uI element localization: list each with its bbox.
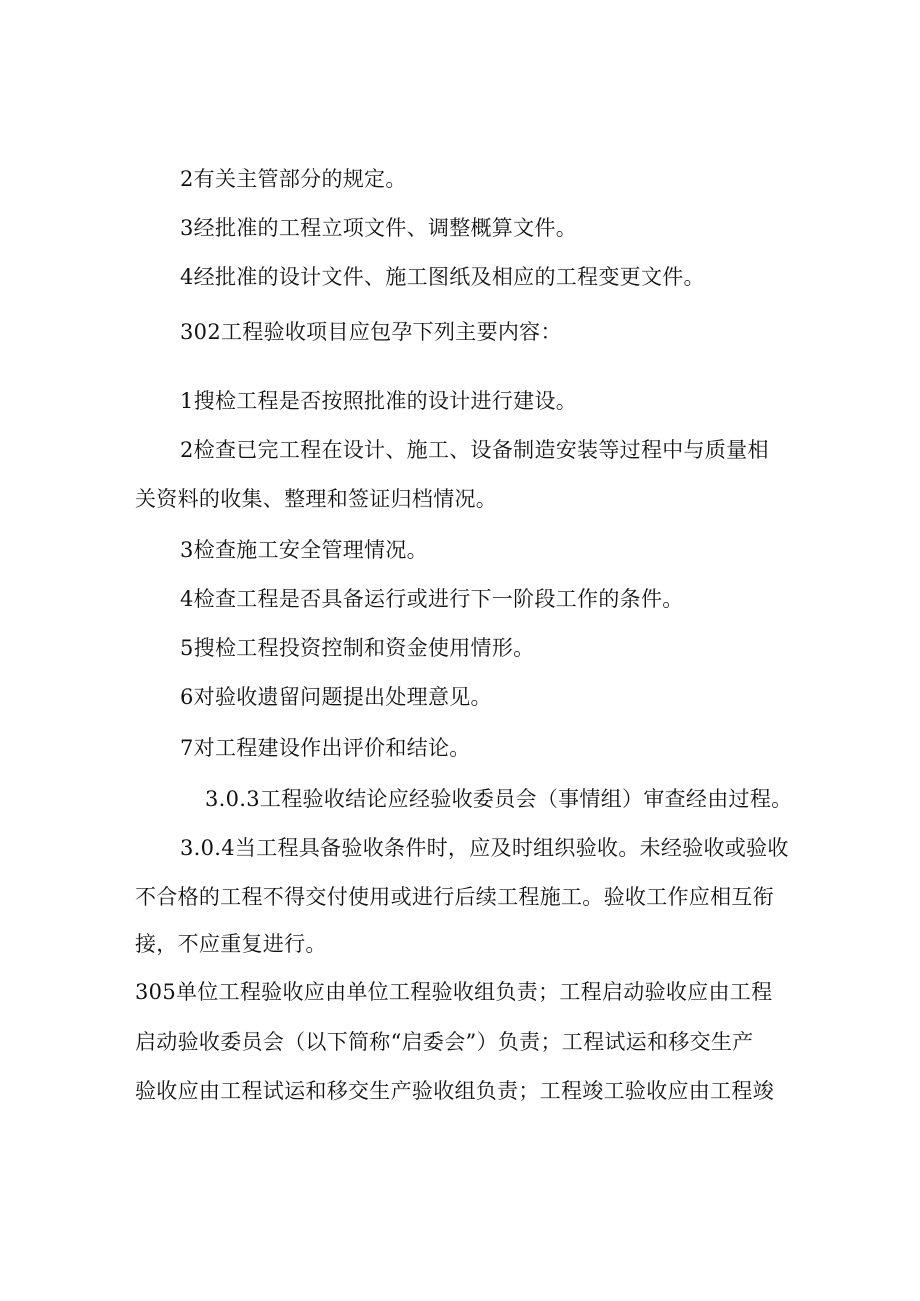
text-line: 接，不应重复进行。 — [135, 932, 327, 956]
text-line: 1搜检工程是否按照批准的设计进行建设。 — [180, 389, 578, 413]
text-line: 4检查工程是否具备运行或进行下一阶段工作的条件。 — [180, 587, 684, 611]
text-line: 关资料的收集、整理和签证归档情况。 — [135, 487, 498, 511]
text-line: 302工程验收项目应包孕下列主要内容： — [180, 320, 562, 344]
text-line: 5搜检工程投资控制和资金使用情形。 — [180, 636, 535, 660]
text-line: 3.0.3工程验收结论应经验收委员会（事情组）审查经由过程。 — [205, 787, 793, 811]
text-line: 2有关主管部分的规定。 — [180, 167, 407, 191]
text-line: 305单位工程验收应由单位工程验收组负责；工程启动验收应由工程 — [135, 980, 773, 1004]
text-line: 验收应由工程试运和移交生产验收组负责；工程竣工验收应由工程竣 — [135, 1079, 774, 1103]
text-line: 3.0.4当工程具备验收条件时，应及时组织验收。未经验收或验收 — [180, 836, 789, 860]
text-line: 6对验收遗留问题提出处理意见。 — [180, 685, 492, 709]
text-line: 不合格的工程不得交付使用或进行后续工程施工。验收工作应相互衔 — [135, 885, 774, 909]
text-line: 3检查施工安全管理情况。 — [180, 538, 428, 562]
text-line: 7对工程建设作出评价和结论。 — [180, 736, 471, 760]
text-line: 4经批准的设计文件、施工图纸及相应的工程变更文件。 — [180, 265, 705, 289]
text-line: 2检查已完工程在设计、施工、设备制造安装等过程中与质量相 — [180, 438, 769, 462]
text-line: 3经批准的工程立项文件、调整概算文件。 — [180, 216, 578, 240]
text-line: 启动验收委员会（以下简称“启委会”）负责；工程试运和移交生产 — [135, 1030, 754, 1054]
